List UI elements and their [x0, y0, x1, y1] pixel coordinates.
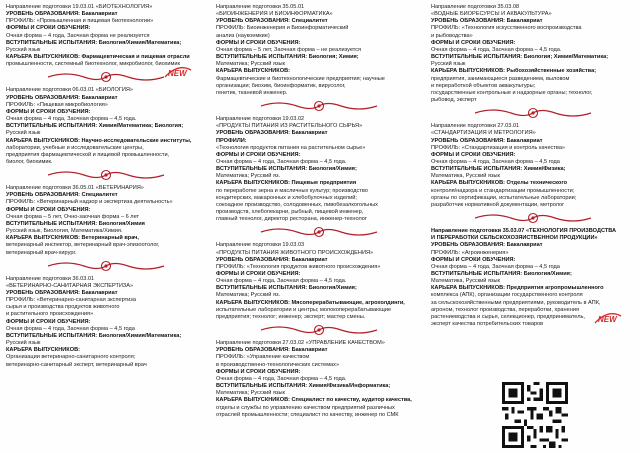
forms-heading: ФОРМЫ И СРОКИ ОБУЧЕНИЯ: — [216, 39, 301, 46]
forms-text: Очная форма – 5 лет, Заочная форма – не реализуется — [216, 46, 362, 53]
program-title-2: «ВЕТЕРИНАРНО-САНИТАРНАЯ ЭКСПЕРТИЗА» — [6, 282, 134, 289]
new-badge-label: NEW — [598, 315, 617, 324]
profile: ПРОФИЛЬ: «Агроинженерия» — [431, 249, 509, 256]
profile: ПРОФИЛЬ: «Технология искусственного воспроизводства — [431, 25, 582, 32]
forms-heading: ФОРМЫ И СРОКИ ОБУЧЕНИЯ: — [6, 206, 91, 213]
exams-text-2: Русский язык — [6, 130, 41, 137]
column-middle — [216, 4, 421, 453]
forms-heading: ФОРМЫ И СРОКИ ОБУЧЕНИЯ: — [216, 368, 301, 375]
section-veterinary — [6, 185, 206, 257]
education-level: УРОВЕНЬ ОБРАЗОВАНИЯ: Бакалавриат — [216, 130, 328, 137]
exams-text: ВСТУПИТЕЛЬНЫЕ ИСПЫТАНИЯ: Биология/Химия/Математика; — [6, 39, 182, 46]
forms-heading: ФОРМЫ И СРОКИ ОБУЧЕНИЯ: — [431, 39, 516, 46]
profile-2: в производственно-технологических системах» — [216, 361, 340, 368]
exams-text: ВСТУПИТЕЛЬНЫЕ ИСПЫТАНИЯ: Химия/Математика; Биология; — [6, 123, 184, 130]
new-badge — [594, 312, 622, 325]
career-text-2: комплекса (АПК), организации государственного контроля — [431, 292, 583, 299]
education-level: УРОВЕНЬ ОБРАЗОВАНИЯ: Бакалавриат — [6, 94, 118, 101]
profile: «Технология продуктов питания на растительном сырье» — [216, 144, 366, 151]
career-text-4: сокоадное производство, солодовенных, пивобезалкогольных — [216, 201, 378, 208]
profile: ПРОФИЛЬ: «Промышленная и пищевая биотехнологии» — [6, 18, 154, 25]
education-level: УРОВЕНЬ ОБРАЗОВАНИЯ: Бакалавриат — [6, 290, 118, 296]
qr-code — [502, 382, 568, 448]
forms-heading: ФОРМЫ И СРОКИ ОБУЧЕНИЯ: — [216, 271, 301, 277]
program-title-2: «БИОИНЖЕНЕРИЯ И БИОИНФОРМАТИКА» — [216, 11, 333, 18]
program-title: Направление подготовки 35.03.07 «ТЕХНОЛОГИЯ ПРОИЗВОДСТВА — [431, 228, 617, 235]
career-text-2: испытательные лаборатории и центры; молокоперерабатывающие — [216, 306, 392, 313]
forms-text: Очная форма – 4 года, Заочная форма – 4,5 года — [431, 263, 560, 270]
profile: ПРОФИЛЬ: «Пищевая микробиология» — [6, 101, 108, 108]
ornament-divider — [259, 99, 379, 113]
education-level: УРОВЕНЬ ОБРАЗОВАНИЯ: Бакалавриат — [431, 137, 543, 144]
career-text-2: отделы и службы по управлению качеством предприятий различных — [216, 404, 395, 411]
career-text-6: главный технолог, директор ресторана, инженер-технолог — [216, 216, 367, 223]
career-text-4: государственные контрольные и надзорные органы; технолог, — [431, 89, 593, 96]
exams-text: ВСТУПИТЕЛЬНЫЕ ИСПЫТАНИЯ: Биология/Химия; — [431, 271, 572, 277]
section-plant-food — [216, 116, 421, 223]
forms-heading: ФОРМЫ И СРОКИ ОБУЧЕНИЯ: — [216, 151, 301, 158]
exams-text-2: Математика, Русский язык — [431, 278, 501, 285]
ornament-divider — [46, 70, 166, 84]
career-text-3: предприятия; технолог; инженер; эксперт; мастер смены. — [216, 313, 366, 320]
section-biotechnology — [6, 4, 206, 68]
career-text-5: производств, хлебопекарни, рыбный, пищевой инженер, — [216, 209, 364, 216]
program-title: Направление подготовки 19.03.02 — [216, 116, 305, 123]
section-vet-sanitary — [6, 276, 206, 369]
profile: ПРОФИЛЬ: «Технология продуктов животного происхождения» — [216, 263, 381, 270]
program-title: Направление подготовки 36.03.01 — [6, 275, 95, 282]
program-title: Направление подготовки 36.05.01 «ВЕТЕРИНАРИЯ» — [6, 185, 144, 192]
career-text: КАРЬЕРА ВЫПУСКНИКОВ: Ветеринарный врач, — [6, 235, 139, 242]
forms-text: Очная форма – 4 года, Заочная форма не реализуется — [6, 32, 150, 39]
career-text-3: генетик, тканевой инженер. — [216, 89, 288, 96]
career-text-3: предприятия фармацевтической и пищевой промышленности, — [6, 151, 170, 158]
exams-text-2: Математика; Русский язык — [216, 390, 286, 397]
profile-2: сырья и производства продуктов животного — [6, 304, 120, 311]
exams-text: ВСТУПИТЕЛЬНЫЕ ИСПЫТАНИЯ: Химия/Физика/Информатика; — [216, 383, 391, 390]
profile: ПРОФИЛЬ: «Управление качеством — [216, 354, 310, 361]
career-text: КАРЬЕРА ВЫПУСКНИКОВ: Фармацевтическая и пищевая отрасли — [6, 54, 190, 61]
career-text-2: лаборатории, учебные и исследовательские центры, — [6, 144, 144, 151]
career-text: КАРЬЕРА ВЫПУСКНИКОВ: Пищевые предприятия — [216, 180, 357, 187]
new-badge-label: NEW — [168, 69, 187, 78]
section-aquaculture — [431, 4, 634, 104]
career-text-3: отраслей промышленности; специалист по качеству, инженер по СМК — [216, 411, 399, 418]
profile: ПРОФИЛЬ: «Ветеринарно-санитарная экспертиза — [6, 297, 136, 304]
program-title: Направление подготовки 35.05.01 — [216, 4, 305, 10]
career-text: КАРЬЕРА ВЫПУСКНИКОВ: Рыбохозяйственные хозяйства; — [431, 68, 597, 75]
exams-text: ВСТУПИТЕЛЬНЫЕ ИСПЫТАНИЯ: Биология; Химия; — [216, 54, 359, 61]
exams-text: ВСТУПИТЕЛЬНЫЕ ИСПЫТАНИЯ: Химия/Физика; — [431, 166, 566, 173]
profile: ПРОФИЛЬ: «Стандартизация и контроль качества» — [431, 144, 566, 151]
program-title-2: «ПРОДУКТЫ ПИТАНИЯ ЖИВОТНОГО ПРОИСХОЖДЕНИЯ» — [216, 249, 374, 256]
program-title: Направление подготовки 27.03.01 — [431, 123, 520, 130]
program-title: Направление подготовки 06.03.01 «БИОЛОГИЯ» — [6, 87, 134, 94]
education-level: УРОВЕНЬ ОБРАЗОВАНИЯ: Бакалавриат — [431, 18, 543, 25]
career-text-4: биолог, биохимик. — [6, 158, 53, 165]
program-title-2: «ПРОДУКТЫ ПИТАНИЯ ИЗ РАСТИТЕЛЬНОГО СЫРЬЯ» — [216, 123, 363, 130]
program-title: Направление подготовки 19.03.01 «БИОТЕХНОЛОГИЯ» — [6, 4, 153, 10]
career-text-3: органы по сертификации, испытательные лаборатории; — [431, 194, 577, 201]
forms-heading: ФОРМЫ И СРОКИ ОБУЧЕНИЯ: — [431, 256, 516, 263]
profile-3: и растительного происхождения» — [6, 311, 94, 318]
career-text: КАРЬЕРА ВЫПУСКНИКОВ: Специалист по качеству, аудитор качества, — [216, 397, 412, 404]
new-badge — [164, 66, 192, 79]
section-quality-management — [216, 340, 421, 419]
forms-text: Очная форма – 4 года, Заочная форма – 4,5 года. — [431, 46, 562, 53]
exams-text-2: Русский язык — [6, 46, 41, 53]
section-biology — [6, 87, 206, 166]
ornament-divider — [46, 259, 166, 273]
exams-text-2: Математика, Русский язык — [431, 173, 501, 180]
forms-text: Очная форма – 4 года, Заочная форма – 4,5 года — [6, 325, 135, 332]
program-title-2: «ВОДНЫЕ БИОРЕСУРСЫ И АКВАКУЛЬТУРА» — [431, 11, 552, 18]
career-text: КАРЬЕРА ВЫПУСКНИКОВ: Отделы технического — [431, 180, 567, 187]
forms-text: Очная форма – 4 года, Заочная форма – 4,5 года. — [216, 158, 347, 165]
career-text: КАРЬЕРА ВЫПУСКНИКОВ: Предприятия агропромышленного — [431, 285, 604, 292]
ornament-divider — [473, 211, 593, 225]
career-text-3: ветеринарный врач-хирург. — [6, 249, 77, 256]
education-level: УРОВЕНЬ ОБРАЗОВАНИЯ: Бакалавриат — [216, 256, 328, 263]
education-level: УРОВЕНЬ ОБРАЗОВАНИЯ: Бакалавриат — [216, 347, 328, 354]
ornament-divider — [259, 225, 379, 239]
profile: ПРОФИЛЬ: Биоинженерия и Биоинформатический — [216, 25, 349, 32]
profile-2: анализ (наукоемкие) — [216, 32, 270, 39]
exams-text-2: Русский язык — [6, 340, 41, 347]
forms-text: Очная форма – 4 года, Заочная форма – 4,5 года — [431, 158, 560, 165]
program-title-2: И ПЕРЕРАБОТКИ СЕЛЬСКОХОЗЯЙСТВЕННОЙ ПРОДУКЦИИ» — [431, 235, 598, 242]
career-heading: КАРЬЕРА ВЫПУСКНИКОВ: — [6, 347, 80, 354]
ornament-divider — [46, 168, 166, 182]
forms-heading: ФОРМЫ И СРОКИ ОБУЧЕНИЯ: — [6, 25, 91, 32]
career-text: Организации ветеринарно-санитарного контроля; — [6, 354, 136, 361]
career-text-5: растениеводства и сырья, селекционер, предприниматель, — [431, 313, 585, 320]
career-heading: КАРЬЕРА ВЫПУСКНИКОВ: — [216, 68, 290, 75]
section-standardization — [431, 123, 634, 209]
career-text-2: ветеринарно-санитарный эксперт, ветеринарный врач — [6, 361, 147, 368]
profile-2: и рыбоводства» — [431, 32, 473, 39]
ornament-divider — [259, 323, 379, 337]
education-level: УРОВЕНЬ ОБРАЗОВАНИЯ: Специалитет — [6, 192, 118, 199]
education-level: УРОВЕНЬ ОБРАЗОВАНИЯ: Бакалавриат — [6, 11, 118, 18]
education-level: УРОВЕНЬ ОБРАЗОВАНИЯ: Бакалавриат — [431, 242, 543, 249]
program-title: Направление подготовки 19.03.03 — [216, 242, 305, 249]
forms-text: Очная форма – 5 лет, Очно-заочная форма – 6 лет — [6, 213, 140, 220]
forms-heading: ФОРМЫ И СРОКИ ОБУЧЕНИЯ: — [6, 108, 91, 115]
forms-text: Очная форма – 4 года, Заочная форма – 4,5 года. — [216, 375, 347, 382]
career-text-2: организации; биохим, биоинформатик, вирусолог, — [216, 82, 346, 89]
section-bioengineering — [216, 4, 421, 97]
exams-text: ВСТУПИТЕЛЬНЫЕ ИСПЫТАНИЯ: Биология/Химия; — [216, 166, 357, 173]
forms-text: Очная форма – 4 года, Заочная форма – 4,5 года. — [216, 278, 347, 285]
exams-text-2: Русский язык — [431, 61, 466, 68]
career-text-6: эксперт качества потребительских товаров — [431, 321, 544, 328]
career-text-4: агроном, технолог производства, переработки, хранения — [431, 306, 579, 313]
program-title: Направление подготовки 27.03.02 «УПРАВЛЕНИЕ КАЧЕСТВОМ» — [216, 340, 385, 347]
exams-text: ВСТУПИТЕЛЬНЫЕ ИСПЫТАНИЯ: Биология/Химия/Математика; — [6, 332, 182, 339]
career-text-4: разработчик нормативной документации, метролог — [431, 201, 565, 208]
exams-text-2: Математика; Русский язык — [216, 61, 286, 68]
career-text-2: предприятия, занимающиеся разведением, выловом — [431, 75, 570, 82]
career-text-3: и переработкой объектов аквакультуры; — [431, 82, 536, 89]
career-text: КАРЬЕРА ВЫПУСКНИКОВ: Научно-исследовательские институты, — [6, 137, 192, 144]
career-text-2: по переработке зерна и масличных культур; производство — [216, 187, 368, 194]
education-level: УРОВЕНЬ ОБРАЗОВАНИЯ: Специалитет — [216, 18, 328, 25]
forms-text: Очная форма – 4 года, Заочная форма – 4,5 года. — [6, 116, 137, 123]
exams-text-2: Математика; Русский яз. — [216, 173, 281, 180]
exams-text: ВСТУПИТЕЛЬНЫЕ ИСПЫТАНИЯ: Биология; Химия/Математика; — [431, 54, 609, 61]
career-text-5: рыбовод, эксперт — [431, 97, 477, 104]
career-text: Фармацевтические и биотехнологические предприятия; научные — [216, 75, 385, 82]
profile: ПРОФИЛЬ: «Ветеринарный надзор и экспертиза деятельность» — [6, 199, 173, 206]
ornament-divider — [473, 106, 593, 120]
career-text-2: промышленности, системный биотехнолог, микробиолог, биохимик — [6, 61, 180, 68]
career-text-3: за сельскохозяйственными предприятиями, руководитель в АПК, — [431, 299, 601, 306]
career-text-3: кондитерских, макаронных и хлебобулочных изделий; — [216, 194, 357, 201]
profile-heading: ПРОФИЛИ: — [216, 137, 247, 144]
career-text-2: ветеринарный инспектор, ветеринарный врач-эпизоотолог, — [6, 242, 160, 249]
program-title: Направление подготовки 35.03.08 — [431, 4, 520, 10]
exams-text-2: Русский язык, Биология, Математика/Химия. — [6, 228, 123, 235]
career-text: КАРЬЕРА ВЫПУСКНИКОВ: Мясоперерабатывающие, агрохолдинги, — [216, 299, 405, 306]
program-title-2: «СТАНДАРТИЗАЦИЯ И МЕТРОЛОГИЯ» — [431, 130, 536, 137]
exams-text: ВСТУПИТЕЛЬНЫЕ ИСПЫТАНИЯ: Биология/Химия; — [216, 285, 357, 292]
exams-text-2: Математика; Русский яз. — [216, 292, 281, 299]
section-animal-food — [216, 242, 421, 321]
exams-text: ВСТУПИТЕЛЬНЫЕ ИСПЫТАНИЯ: Биология/Химия — [6, 220, 145, 227]
forms-heading: ФОРМЫ И СРОКИ ОБУЧЕНИЯ: — [6, 318, 91, 325]
career-text-2: контроля/надзора и стандартизации промышленности; — [431, 187, 575, 194]
forms-heading: ФОРМЫ И СРОКИ ОБУЧЕНИЯ: — [431, 151, 516, 158]
